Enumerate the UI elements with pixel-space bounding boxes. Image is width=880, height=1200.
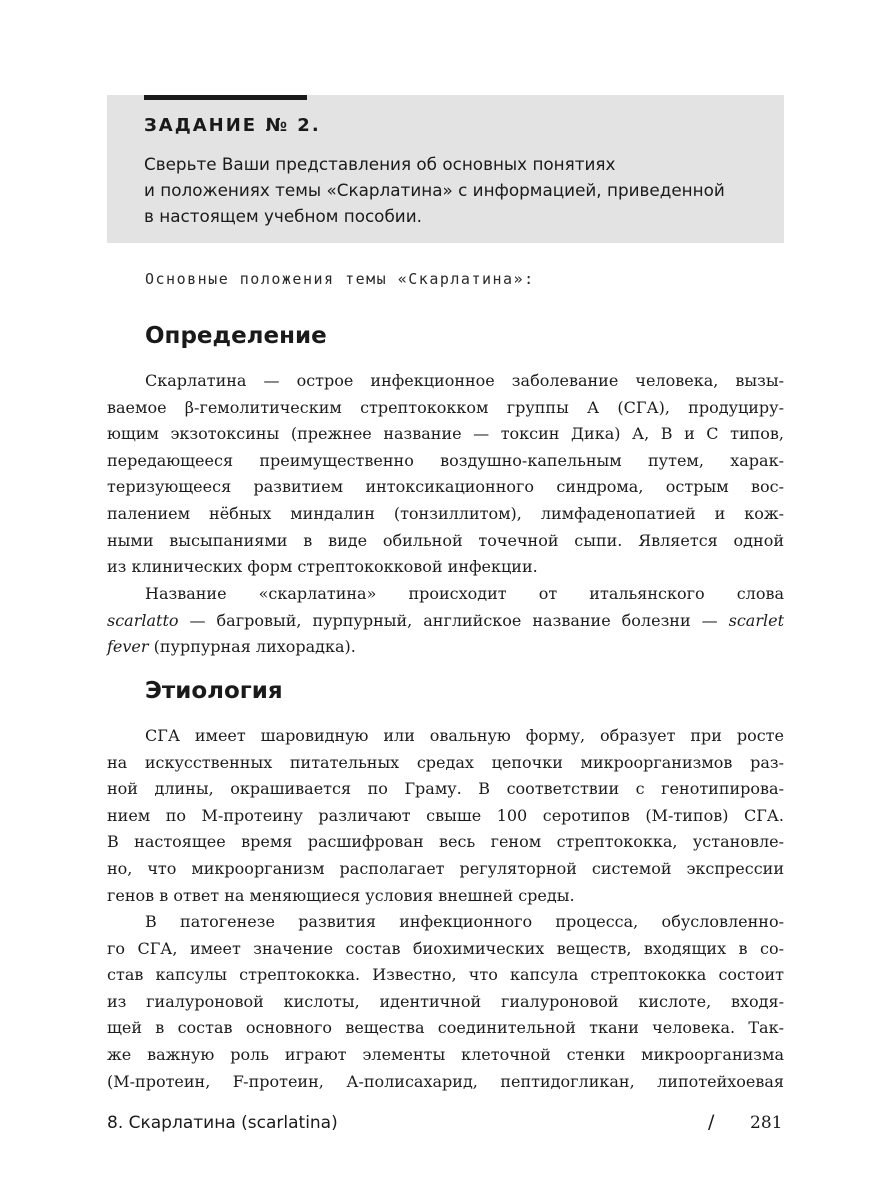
task-accent-bar <box>144 95 307 100</box>
definition-heading: Определение <box>145 323 327 349</box>
text-line: (М-протеин, F-протеин, А-полисахарид, пептидогликан, липотейхоевая <box>107 1071 784 1091</box>
task-line: и положениях темы «Скарлатина» с информацией, приведенной <box>144 180 725 200</box>
text-line: В патогенезе развития инфекционного процесса, обусловленно- <box>145 912 784 931</box>
task-title: ЗАДАНИЕ № 2. <box>144 115 321 136</box>
text-line: же важную роль играют элементы клеточной стенки микроорганизма <box>107 1044 784 1064</box>
text-line <box>107 634 784 661</box>
text-line: из клинических форм стрептококковой инфекции. <box>107 557 538 577</box>
text-line: щей в состав основного вещества соединительной ткани человека. Так- <box>107 1018 784 1038</box>
footer-chapter: 8. Скарлатина (scarlatina) <box>107 1113 338 1133</box>
task-line: в настоящем учебном пособии. <box>144 206 422 226</box>
definition-paragraph-1 <box>107 368 784 581</box>
text-line: ваемое β-гемолитическим стрептококком группы А (СГА), продуциру- <box>107 397 784 417</box>
text-line: нием по М-протеину различают свыше 100 серотипов (М-типов) СГА. <box>107 805 784 825</box>
etiology-heading: Этиология <box>145 678 283 704</box>
text-line: став капсулы стрептококка. Известно, что капсула стрептококка состоит <box>107 965 784 985</box>
page-number: 281 <box>750 1113 783 1133</box>
text-line: Скарлатина — острое инфекционное заболевание человека, вызы- <box>145 371 784 390</box>
text-line: палением нёбных миндалин (тонзиллитом), лимфаденопатией и кож- <box>107 503 784 523</box>
task-box <box>107 95 784 243</box>
etiology-paragraph-1 <box>107 723 784 909</box>
text-line: ющим экзотоксины (прежнее название — токсин Дика) А, В и С типов, <box>107 424 784 444</box>
text-line: на искусственных питательных средах цепочки микроорганизмов раз- <box>107 752 784 772</box>
text-line: ными высыпаниями в виде обильной точечной сыпи. Является одной <box>107 530 784 550</box>
text-span: — багровый, пурпурный, английское название болезни — <box>178 610 729 630</box>
italic-term: scarlatto <box>107 610 179 630</box>
text-line: В настоящее время расшифрован весь геном стрептококка, установле- <box>107 832 784 852</box>
footer-separator: / <box>708 1111 715 1133</box>
text-line: ной длины, окрашивается по Граму. В соответствии с генотипирова- <box>107 779 784 799</box>
text-line: Название «скарлатина» происходит от итальянского слова <box>145 584 784 603</box>
text-line: из гиалуроновой кислоты, идентичной гиалуроновой кислоте, входя- <box>107 991 784 1011</box>
definition-paragraph-2 <box>107 581 784 661</box>
text-line: теризующееся развитием интоксикационного синдрома, острым вос- <box>107 477 784 497</box>
section-subtitle: Основные положения темы «Скарлатина»: <box>145 270 535 288</box>
italic-term: scarlet <box>728 610 784 630</box>
text-line: но, что микроорганизм располагает регуляторной системой экспрессии <box>107 858 784 878</box>
text-line: генов в ответ на меняющиеся условия внешней среды. <box>107 885 575 905</box>
text-line <box>107 608 784 635</box>
text-span: (пурпурная лихорадка). <box>148 637 356 657</box>
task-text <box>144 151 725 229</box>
text-line: го СГА, имеет значение состав биохимических веществ, входящих в со- <box>107 938 784 958</box>
task-line: Сверьте Ваши представления об основных понятиях <box>144 154 616 174</box>
etiology-paragraph-2 <box>107 909 784 1095</box>
italic-term: fever <box>107 637 149 657</box>
text-line: передающееся преимущественно воздушно-капельным путем, харак- <box>107 450 784 470</box>
text-line: СГА имеет шаровидную или овальную форму, образует при росте <box>145 726 784 745</box>
